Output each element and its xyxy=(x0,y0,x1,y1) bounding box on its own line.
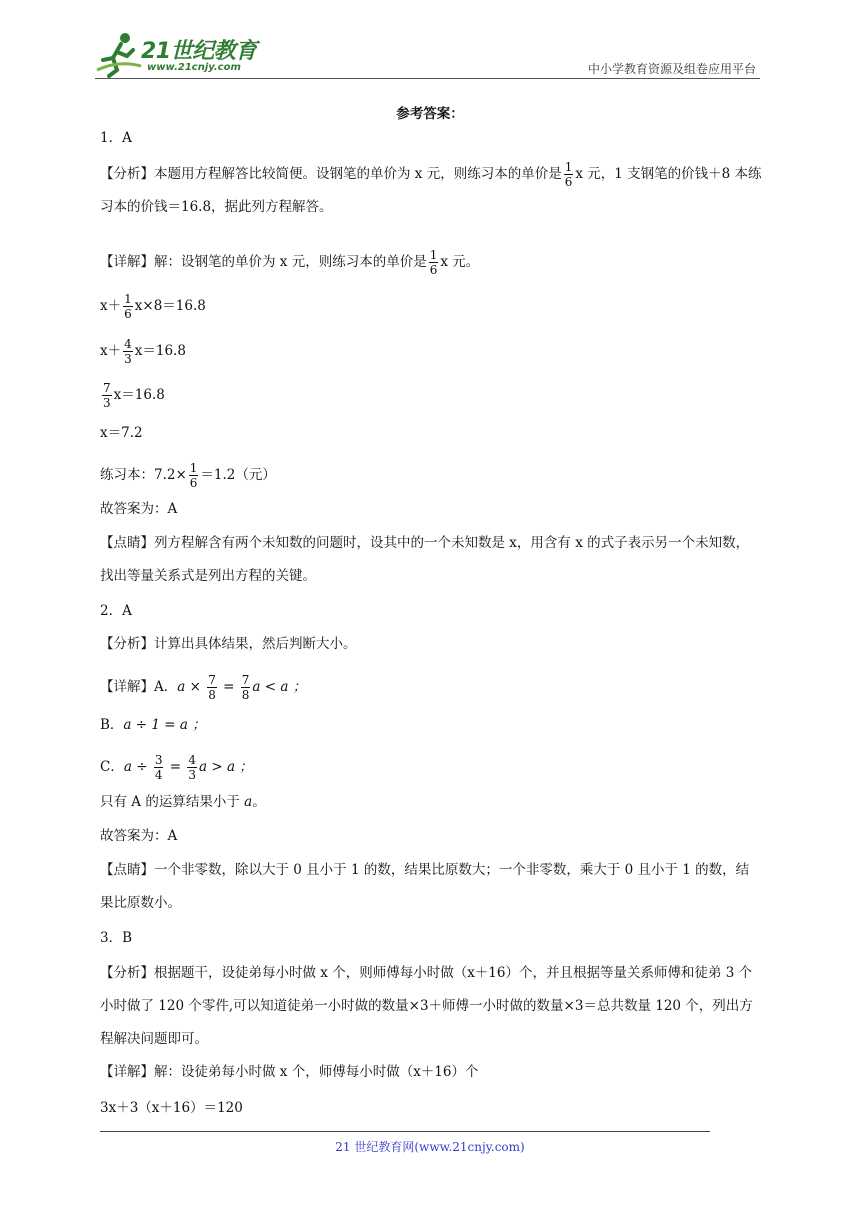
q3-analysis: 【分析】根据题干，设徒弟每小时做 x 个，则师傅每小时做（x＋16）个，并且根据等量关系师傅和徒弟 3 个小时做了 120 个零件,可以知道徒弟一小时做的数量×3＋师傅一小时做的数量×3＝总共数量 120 个，列出方程解决问题即可。 xyxy=(100,965,753,1047)
q1-eq5: 练习本：7.2× $\frac{1}{6}$ ＝1.2（元） xyxy=(100,461,276,490)
fraction: $\frac{1}{6}$ xyxy=(189,461,198,490)
q1-answer: 故答案为：A xyxy=(100,501,178,517)
logo-title: 21世纪教育 xyxy=(141,39,257,64)
platform-name: 中小学教育资源及组卷应用平台 xyxy=(587,62,756,76)
page-title: 参考答案： xyxy=(396,106,464,122)
runner-icon xyxy=(95,30,143,78)
fraction: $\frac{1}{6}$ xyxy=(124,292,132,321)
logo-url: www.21cnjy.com xyxy=(147,62,241,73)
q2-detail-a: 【详解】A．a × $\frac{7}{8}$ = $\frac{7}{8}$ a < a ； xyxy=(100,673,307,702)
fraction: $\frac{7}{8}$ xyxy=(241,673,250,702)
q1-eq4: x＝7.2 xyxy=(100,425,143,441)
fraction: $\frac{3}{4}$ xyxy=(154,753,163,782)
q3-equation: 3x＋3（x＋16）＝120 xyxy=(100,1100,243,1116)
fraction: $\frac{4}{3}$ xyxy=(124,337,132,366)
q2-conclusion: 只有 A 的运算结果小于 a。 xyxy=(100,794,266,810)
q2-comment: 【点睛】一个非零数，除以大于 0 且小于 1 的数，结果比原数大；一个非零数，乘大于 0 且小于 1 的数，结果比原数小。 xyxy=(100,862,750,911)
footer-divider xyxy=(100,1131,710,1132)
fraction: $\frac{7}{8}$ xyxy=(208,673,216,702)
q2-detail-c: C．a ÷ $\frac{3}{4}$ = $\frac{4}{3}$ a > a ； xyxy=(100,753,253,782)
q3-number: 3．B xyxy=(100,930,133,946)
page-footer: 21 世纪教育网(www.21cnjy.com) xyxy=(335,1140,525,1154)
fraction: $\frac{7}{3}$ xyxy=(103,381,111,410)
header-divider xyxy=(95,78,760,79)
site-logo xyxy=(95,28,265,80)
q1-eq1: x＋ $\frac{1}{6}$ x×8＝16.8 xyxy=(100,292,206,321)
q1-number: 1．A xyxy=(100,130,132,146)
q1-detail: 【详解】解：设钢笔的单价为 x 元，则练习本的单价是 $\frac{1}{6}$ x 元。 xyxy=(100,248,480,277)
page-header xyxy=(95,28,760,80)
q3-detail: 【详解】解：设徒弟每小时做 x 个，师傅每小时做（x＋16）个 xyxy=(100,1064,479,1080)
q1-eq2: x＋ $\frac{4}{3}$ x＝16.8 xyxy=(100,337,186,366)
fraction: $\frac{1}{6}$ xyxy=(429,248,438,277)
q2-answer: 故答案为：A xyxy=(100,828,178,844)
q1-comment: 【点睛】列方程解含有两个未知数的问题时，设其中的一个未知数是 x，用含有 x 的式子表示另一个未知数，找出等量关系式是列出方程的关键。 xyxy=(100,535,750,584)
fraction: $\frac{1}{6}$ xyxy=(564,160,573,189)
q1-eq3: $\frac{7}{3}$ x＝16.8 xyxy=(103,381,165,410)
q2-detail-b: B．a ÷ 1 = a ； xyxy=(100,717,206,733)
fraction: $\frac{4}{3}$ xyxy=(188,753,196,782)
q1-analysis: 【分析】本题用方程解答比较简便。设钢笔的单价为 x 元，则练习本的单价是 $\frac{1}{6}$ x 元，1 支钢笔的价钱＋8 本练习本的价钱＝16.8，据此列方程解答。 xyxy=(100,160,762,215)
q2-number: 2．A xyxy=(100,603,132,619)
q2-analysis: 【分析】计算出具体结果，然后判断大小。 xyxy=(100,636,357,652)
